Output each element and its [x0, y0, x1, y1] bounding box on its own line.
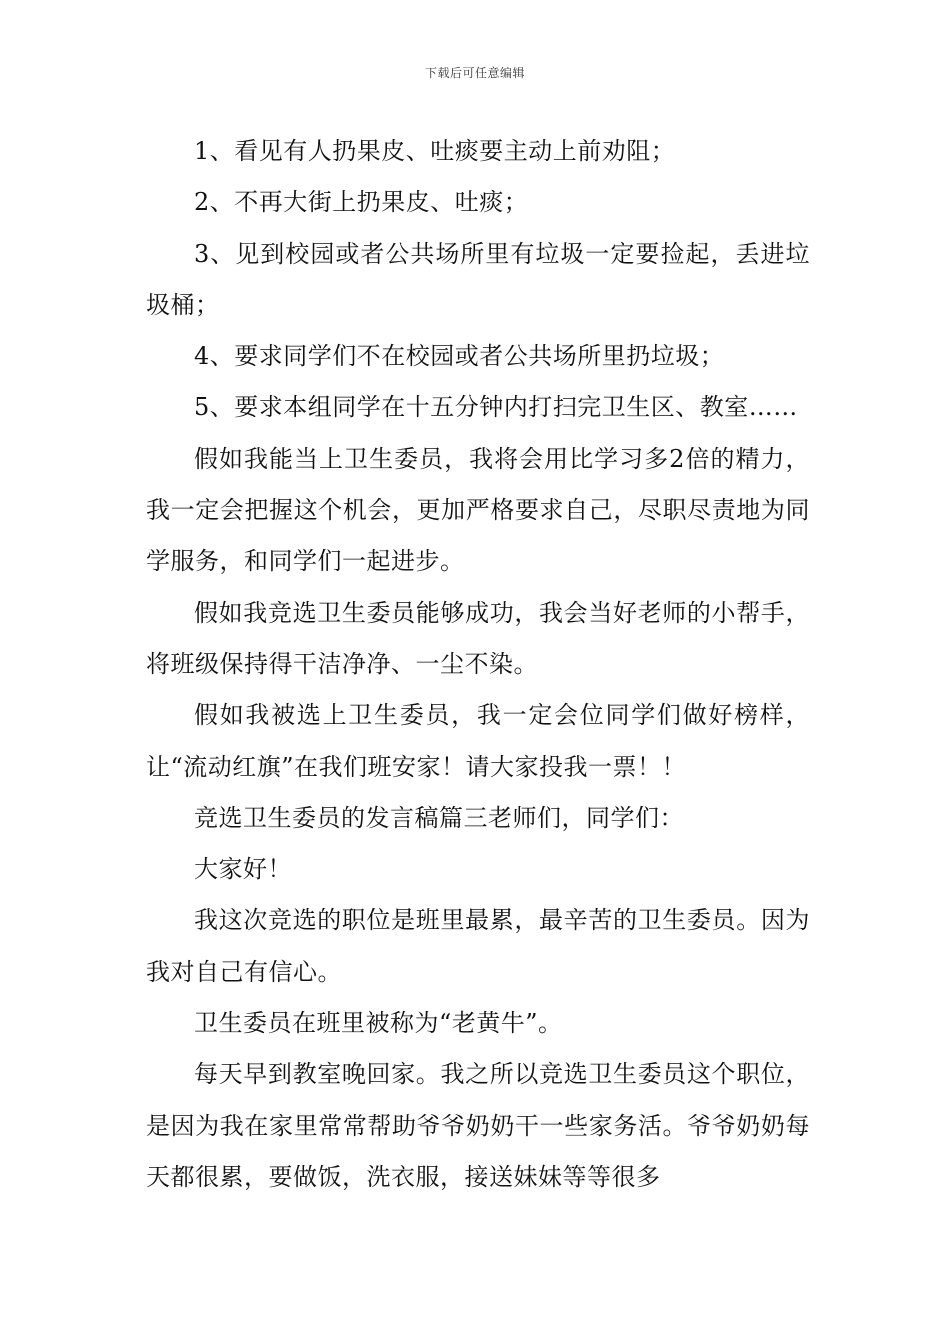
- paragraph-nickname: 卫生委员在班里被称为“老黄牛”。: [194, 1009, 563, 1038]
- paragraph-item-3: 3、见到校园或者公共场所里有垃圾一定要捡起，丢进垃圾桶；: [146, 239, 810, 319]
- paragraph-helper: 假如我竞选卫生委员能够成功，我会当好老师的小帮手，将班级保持得干洁净净、一尘不染。: [146, 598, 810, 678]
- paragraph-item-2: 2、不再大街上扔果皮、吐痰；: [194, 188, 529, 217]
- paragraph-greeting: 大家好！: [194, 855, 292, 884]
- paragraph-item-4: 4、要求同学们不在校园或者公共场所里扔垃圾；: [194, 342, 725, 371]
- paragraph-effort: 假如我能当上卫生委员，我将会用比学习多2倍的精力，我一定会把握这个机会，更加严格要求自己，尽职尽责地为同学服务，和同学们一起进步。: [146, 444, 810, 576]
- document-body: [146, 126, 810, 1203]
- page-header-note: 下载后可任意编辑: [424, 66, 525, 80]
- paragraph-speech-title: 竞选卫生委员的发言稿篇三老师们，同学们：: [194, 803, 684, 832]
- paragraph-item-1: 1、看见有人扔果皮、吐痰要主动上前劝阻；: [194, 137, 676, 165]
- paragraph-daily: 每天早到教室晚回家。我之所以竞选卫生委员这个职位，是因为我在家里常常帮助爷爷奶奶干一些家务活。爷爷奶奶每天都很累，要做饭，洗衣服，接送妹妹等等很多: [146, 1060, 810, 1191]
- paragraph-position: 我这次竞选的职位是班里最累，最辛苦的卫生委员。因为我对自己有信心。: [146, 906, 810, 986]
- paragraph-role-model: 假如我被选上卫生委员，我一定会位同学们做好榜样，让“流动红旗”在我们班安家！请大家投我一票！！: [146, 701, 810, 781]
- paragraph-item-5: 5、要求本组同学在十五分钟内打扫完卫生区、教室……: [194, 393, 798, 422]
